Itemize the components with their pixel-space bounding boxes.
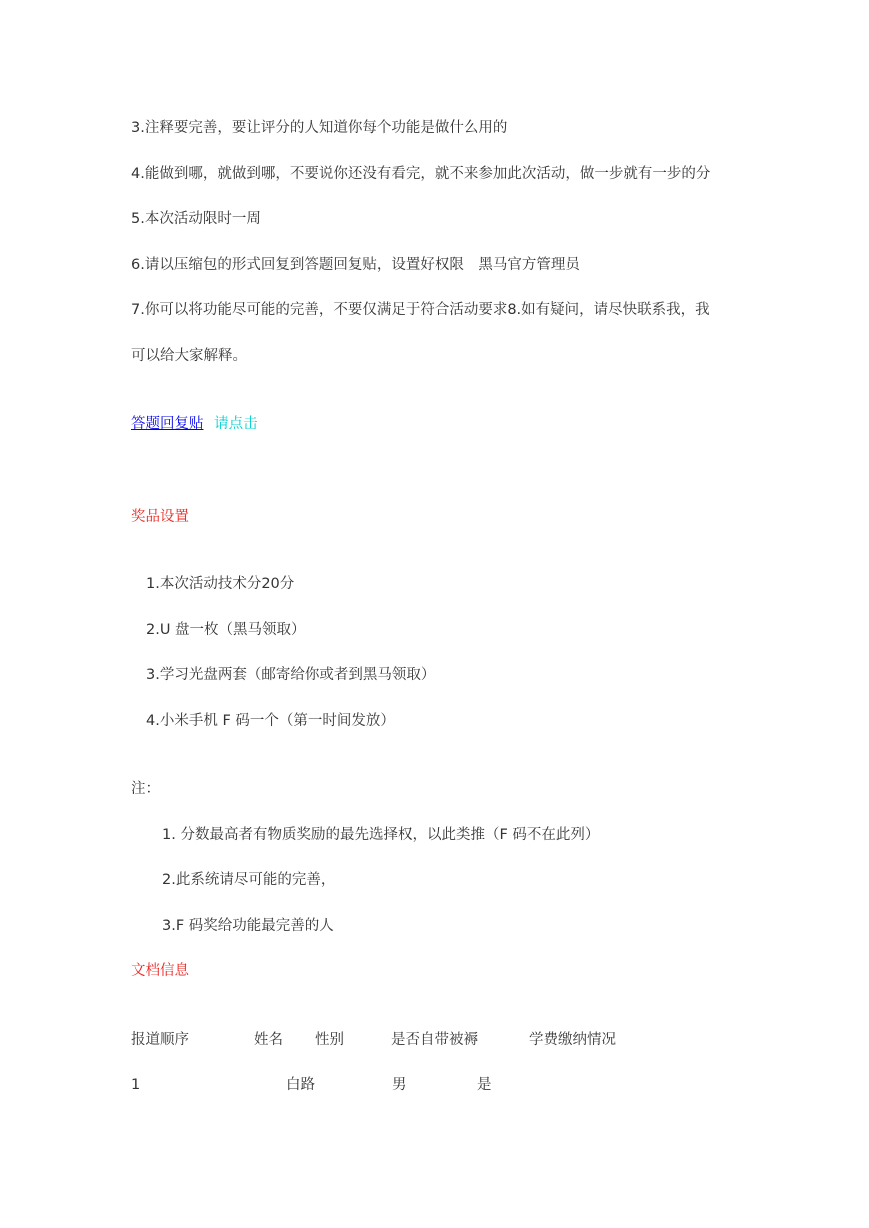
reply-post-link[interactable]: 答题回复贴: [131, 416, 204, 432]
prizes-heading: 奖品设置: [131, 509, 189, 525]
click-here-link[interactable]: 请点击: [214, 416, 258, 432]
rule-6: 6.请以压缩包的形式回复到答题回复贴，设置好权限 黑马官方管理员: [131, 257, 580, 273]
column-header: 姓名: [254, 1032, 283, 1048]
note-item-3: 3.F 码奖给功能最完善的人: [162, 918, 334, 934]
column-header: 学费缴纳情况: [529, 1032, 616, 1048]
table-cell: 白路: [286, 1077, 315, 1093]
rule-3: 3.注释要完善，要让评分的人知道你每个功能是做什么用的: [131, 120, 508, 136]
prize-item-2: 2.U 盘一枚（黑马领取）: [146, 622, 306, 638]
rule-7: 7.你可以将功能尽可能的完善，不要仅满足于符合活动要求8.如有疑问，请尽快联系我，我: [131, 302, 710, 318]
table-cell: 男: [392, 1077, 407, 1093]
prize-item-3: 3.学习光盘两套（邮寄给你或者到黑马领取）: [146, 667, 436, 683]
column-header: 性别: [315, 1032, 344, 1048]
rule-5: 5.本次活动限时一周: [131, 211, 261, 227]
prize-item-1: 1.本次活动技术分20分: [146, 576, 295, 592]
rule-7-continued: 可以给大家解释。: [131, 348, 247, 364]
rule-4: 4.能做到哪，就做到哪，不要说你还没有看完，就不来参加此次活动，做一步就有一步的分: [131, 166, 711, 182]
reply-line: [131, 414, 258, 434]
table-cell: 1: [131, 1077, 141, 1093]
column-header: 是否自带被褥: [391, 1032, 478, 1048]
note-item-2: 2.此系统请尽可能的完善，: [162, 872, 336, 888]
table-cell: 是: [477, 1077, 492, 1093]
column-header: 报道顺序: [131, 1032, 189, 1048]
prize-item-4: 4.小米手机 F 码一个（第一时间发放）: [146, 713, 395, 729]
note-item-1: 1. 分数最高者有物质奖励的最先选择权，以此类推（F 码不在此列）: [162, 827, 600, 843]
doc-info-heading: 文档信息: [131, 963, 189, 979]
notes-heading: 注：: [131, 781, 160, 797]
